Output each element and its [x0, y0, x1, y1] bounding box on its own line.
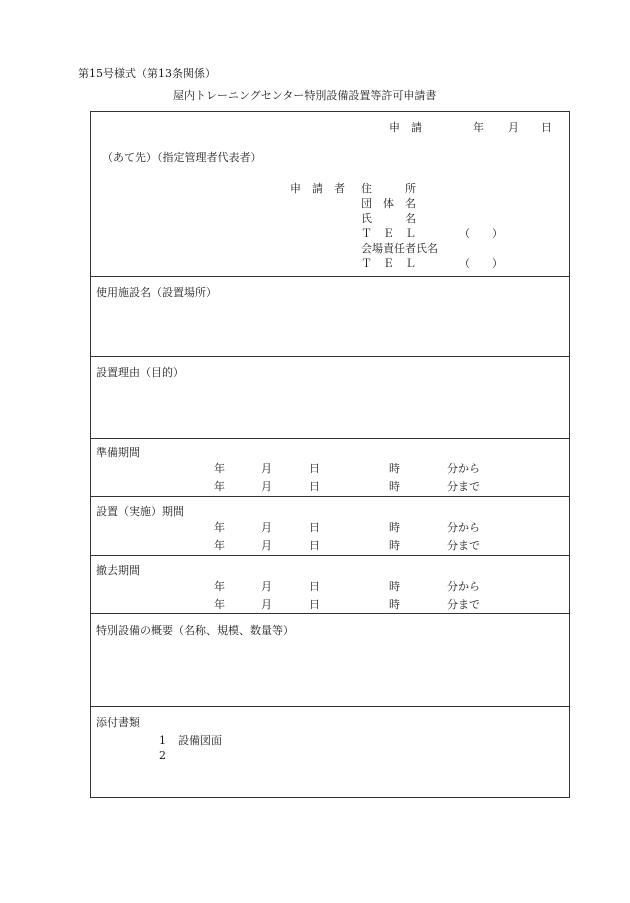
- divider: [91, 356, 569, 357]
- year-mark: 年: [214, 598, 225, 611]
- equipment-summary-label: 特別設備の概要（名称、規模、数量等）: [96, 624, 294, 637]
- tel-paren: （ ）: [459, 227, 503, 240]
- year-mark: 年: [214, 480, 225, 493]
- divider: [91, 276, 569, 277]
- month-mark: 月: [261, 462, 272, 475]
- application-form: [90, 111, 570, 798]
- year-mark: 年: [214, 580, 225, 593]
- application-year: 年: [473, 121, 484, 134]
- minute-from: 分から: [447, 462, 480, 475]
- application-day: 日: [541, 121, 552, 134]
- venue-manager-tel-paren: （ ）: [459, 257, 503, 270]
- address-label: 住 所: [361, 182, 416, 195]
- month-mark: 月: [261, 539, 272, 552]
- divider: [91, 555, 569, 556]
- minute-until: 分まで: [447, 598, 480, 611]
- period-label: 準備期間: [96, 446, 140, 459]
- day-mark: 日: [309, 539, 320, 552]
- hour-mark: 時: [389, 580, 400, 593]
- month-mark: 月: [261, 580, 272, 593]
- addressee: （あて先）（指定管理者代表者）: [102, 151, 262, 164]
- hour-mark: 時: [389, 598, 400, 611]
- day-mark: 日: [309, 480, 320, 493]
- hour-mark: 時: [389, 521, 400, 534]
- divider: [91, 706, 569, 707]
- period-label: 設置（実施）期間: [96, 505, 184, 518]
- month-mark: 月: [261, 480, 272, 493]
- document-title: 屋内トレーニングセンター特別設備設置等許可申請書: [173, 89, 437, 102]
- venue-manager-tel-label: Ｔ Ｅ Ｌ: [361, 257, 416, 270]
- installation-reason-label: 設置理由（目的）: [96, 366, 184, 379]
- minute-until: 分まで: [447, 480, 480, 493]
- year-mark: 年: [214, 462, 225, 475]
- form-number-label: 第15号様式（第13条関係）: [78, 67, 216, 80]
- attachment-number: 2: [159, 749, 166, 762]
- day-mark: 日: [309, 521, 320, 534]
- day-mark: 日: [309, 462, 320, 475]
- minute-from: 分から: [447, 580, 480, 593]
- year-mark: 年: [214, 539, 225, 552]
- attachments-label: 添付書類: [96, 716, 140, 729]
- divider: [91, 496, 569, 497]
- venue-manager-label: 会場責任者氏名: [361, 242, 438, 255]
- applicant-label: 申 請 者: [290, 182, 345, 195]
- hour-mark: 時: [389, 539, 400, 552]
- group-name-label: 団 体 名: [361, 197, 416, 210]
- facility-name-label: 使用施設名（設置場所）: [96, 286, 217, 299]
- hour-mark: 時: [389, 480, 400, 493]
- period-label: 撤去期間: [96, 564, 140, 577]
- divider: [91, 613, 569, 614]
- year-mark: 年: [214, 521, 225, 534]
- divider: [91, 438, 569, 439]
- minute-until: 分まで: [447, 539, 480, 552]
- minute-from: 分から: [447, 521, 480, 534]
- application-label: 申 請: [389, 121, 422, 134]
- day-mark: 日: [309, 580, 320, 593]
- application-month: 月: [508, 121, 519, 134]
- person-name-label: 氏 名: [361, 212, 416, 225]
- attachment-item: 設備図面: [178, 734, 222, 747]
- month-mark: 月: [261, 598, 272, 611]
- day-mark: 日: [309, 598, 320, 611]
- attachment-number: 1: [159, 734, 166, 747]
- tel-label: Ｔ Ｅ Ｌ: [361, 227, 416, 240]
- month-mark: 月: [261, 521, 272, 534]
- hour-mark: 時: [389, 462, 400, 475]
